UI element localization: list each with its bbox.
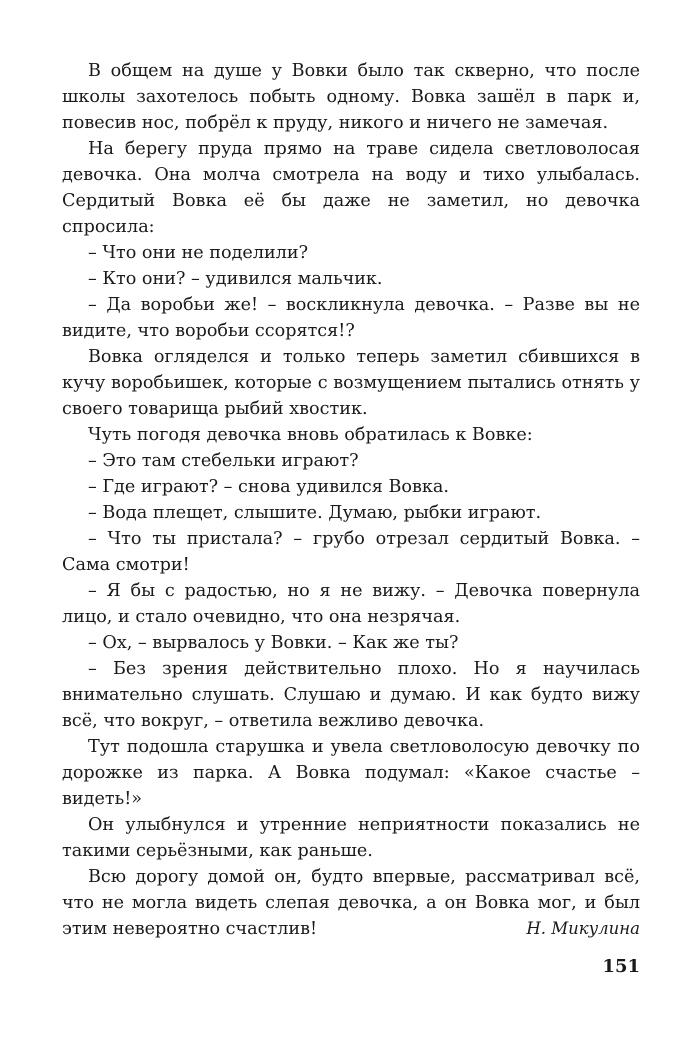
dialogue-line: – Я бы с радостью, но я не вижу. – Девочка повернула лицо, и стало очевидно, что она незрячая. (62, 581, 640, 627)
story-text (62, 58, 640, 942)
paragraph: Вовка огляделся и только теперь заметил сбившихся в кучу воробьишек, которые с возмущением пытались отнять у своего товарища рыбий хвостик. (62, 347, 640, 419)
dialogue-line: – Ох, – вырвалось у Вовки. – Как же ты? (88, 633, 459, 653)
dialogue-line: – Это там стебельки играют? (88, 451, 359, 471)
page-number: 151 (602, 956, 640, 977)
dialogue-line: – Кто они? – удивился мальчик. (88, 269, 383, 289)
paragraph: Чуть погодя девочка вновь обратилась к Вовке: (88, 425, 533, 445)
dialogue-line: – Без зрения действительно плохо. Но я научилась внимательно слушать. Слушаю и думаю. И как будто вижу всё, что вокруг, – ответила вежливо девочка. (62, 659, 640, 731)
paragraph: Всю дорогу домой он, будто впервые, рассматривал всё, что не могла видеть слепая девочка, а он Вовка мог, и был этим невероятно счастлив! (62, 867, 640, 939)
author-signature: Н. Микулина (526, 919, 640, 938)
paragraph: На берегу пруда прямо на траве сидела светловолосая девочка. Она молча смотрела на воду и тихо улыбалась. Сердитый Вовка её бы даже не заметил, но девочка спросила: (62, 139, 640, 237)
dialogue-line: – Вода плещет, слышите. Думаю, рыбки играют. (88, 503, 542, 523)
dialogue-line: – Что ты пристала? – грубо отрезал сердитый Вовка. – Сама смотри! (62, 529, 640, 575)
paragraph: В общем на душе у Вовки было так скверно, что после школы захотелось побыть одному. Вовка зашёл в парк и, повесив нос, побрёл к пруду, никого и ничего не замечая. (62, 61, 640, 133)
dialogue-line: – Где играют? – снова удивился Вовка. (88, 477, 449, 497)
dialogue-line: – Да воробьи же! – воскликнула девочка. – Разве вы не видите, что воробьи ссорятся!? (62, 295, 640, 341)
dialogue-line: – Что они не поделили? (88, 243, 309, 263)
paragraph: Тут подошла старушка и увела светловолосую девочку по дорожке из парка. А Вовка подумал: «Какое счастье – видеть!» (62, 737, 640, 809)
paragraph: Он улыбнулся и утренние неприятности показались не такими серьёзными, как раньше. (62, 815, 640, 861)
